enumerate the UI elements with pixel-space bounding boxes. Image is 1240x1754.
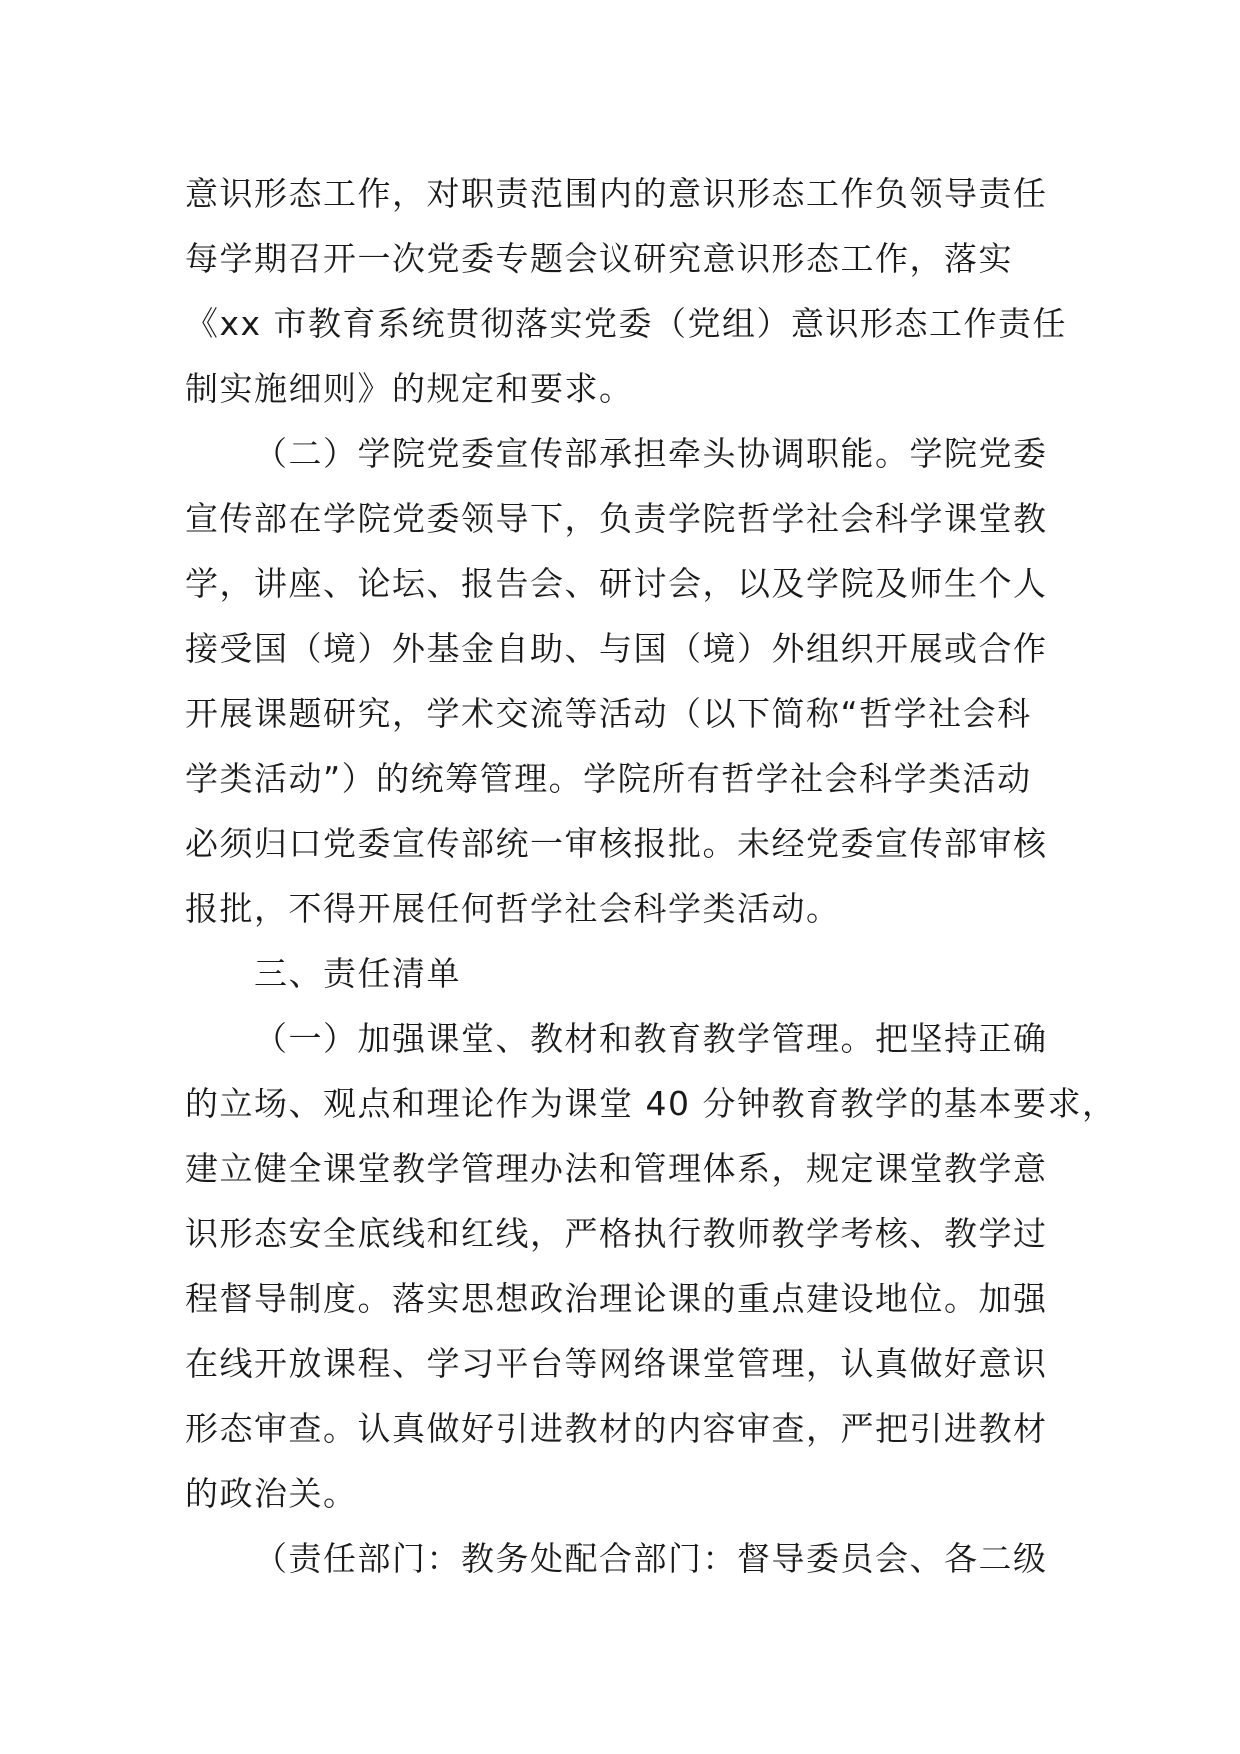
- paragraph-line: 必须归口党委宣传部统一审核报批。未经党委宣传部审核: [185, 824, 1048, 863]
- paragraph-line: 形态审查。认真做好引进教材的内容审查，严把引进教材: [185, 1409, 1048, 1448]
- paragraph-line: 《xx 市教育系统贯彻落实党委（党组）意识形态工作责任: [185, 304, 1068, 343]
- paragraph-line: 学，讲座、论坛、报告会、研讨会，以及学院及师生个人: [185, 564, 1048, 603]
- section-heading: 三、责任清单: [254, 954, 461, 993]
- paragraph-line: 建立健全课堂教学管理办法和管理体系，规定课堂教学意: [185, 1149, 1048, 1188]
- paragraph-line: 程督导制度。落实思想政治理论课的重点建设地位。加强: [185, 1279, 1048, 1318]
- paragraph-line: 学类活动”）的统筹管理。学院所有哲学社会科学类活动: [185, 759, 1032, 798]
- paragraph-line: 意识形态工作，对职责范围内的意识形态工作负领导责任: [185, 174, 1048, 213]
- paragraph-line: 制实施细则》的规定和要求。: [185, 369, 634, 408]
- paragraph-line: 接受国（境）外基金自助、与国（境）外组织开展或合作: [185, 629, 1048, 668]
- paragraph-line: 在线开放课程、学习平台等网络课堂管理，认真做好意识: [185, 1344, 1048, 1383]
- paragraph-line: 报批，不得开展任何哲学社会科学类活动。: [185, 889, 841, 928]
- paragraph-line: 的政治关。: [185, 1474, 358, 1513]
- paragraph-line: 识形态安全底线和红线，严格执行教师教学考核、教学过: [185, 1214, 1048, 1253]
- paragraph-line: 开展课题研究，学术交流等活动（以下简称“哲学社会科: [185, 694, 1032, 733]
- paragraph-line: （责任部门：教务处配合部门：督导委员会、各二级: [254, 1539, 1048, 1578]
- paragraph-line: （二）学院党委宣传部承担牵头协调职能。学院党委: [254, 434, 1048, 473]
- paragraph-line: 每学期召开一次党委专题会议研究意识形态工作，落实: [185, 239, 1013, 278]
- paragraph-line: 的立场、观点和理论作为课堂 40 分钟教育教学的基本要求，: [185, 1084, 1117, 1123]
- paragraph-line: （一）加强课堂、教材和教育教学管理。把坚持正确: [254, 1019, 1048, 1058]
- paragraph-line: 宣传部在学院党委领导下，负责学院哲学社会科学课堂教: [185, 499, 1048, 538]
